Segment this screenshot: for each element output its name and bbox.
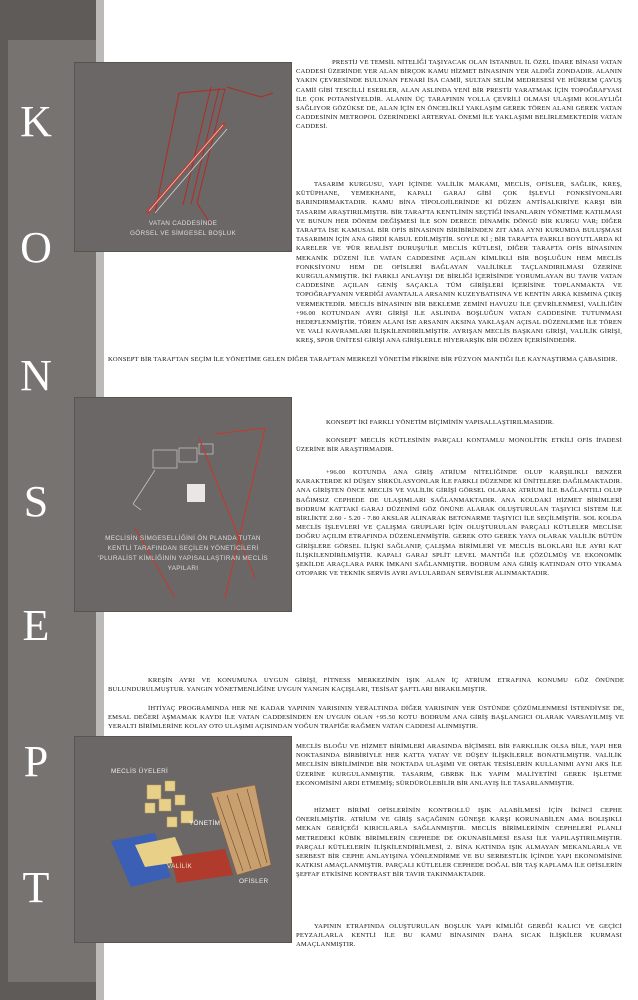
sidebar-letter-e: E xyxy=(22,601,50,650)
sidebar-letter-n: N xyxy=(20,351,52,400)
text-block-7 xyxy=(108,676,624,694)
sidebar-letter-p: P xyxy=(23,737,49,786)
paragraph-8: İHTİYAÇ PROGRAMINDA HER NE KADAR YAPININ YARISININ YERALTINDA DİĞER YARISININ YER ÜSTÜNDE ÇÖZÜMLENMESİ İSTENDİYSE DE, EMSAL DEĞERİ AŞMAMAK KAYDI İLE VATAN CADDESİNDEN EN UYGUN OLAN +95.50 KOTU BODRUM ANA GİRİŞ BAŞLANGICI OLARAK VARSAYILMIŞ VE YERALTI BİRİMLERİNE KOLAY OTO ULAŞIMI AÇISINDAN YOĞUN TRAFİĞE RAĞMEN VATAN CADDESİ ALINMIŞTIR. xyxy=(108,705,624,731)
text-block-3 xyxy=(108,355,624,364)
paragraph-11: YAPININ ETRAFINDA OLUŞTURULAN BOŞLUK YAPI KİMLİĞİ GEREĞİ KALICI VE GEÇİCİ PEYZAJLARLA KENTLİ İLE BU KAMU BİNASININ DAHA SICAK İLİŞKİLER KURMASI AMAÇLANMIŞTIR. xyxy=(296,923,622,949)
paragraph-9: MECLİS BLOĞU VE HİZMET BİRİMLERİ ARASINDA BİÇİMSEL BİR FARKLILIK OLSA BİLE, YAPI HER NOKTASINDA BİRBİRİYLE HER KATTA YATAY VE DÜŞEY İLİŞKİLERLE BONATILMIŞTIR. VALİLİK MECLİSİN BİRİLİMİNDE BİR NOKTADA ULAŞIMI VE ORTAK TESİSLERİN KULLANIMI AYNI AKS İLE ÜZERİNE KURGULANMIŞTIR. TASARIM, GBRBK İLK YAPIM MALİYETİNİ GEREK İŞLETME EKONOMİSİNİ ARDI ETMEMİŞ; SÜRDÜRÜLEBİLİR BİR ANLAYIŞ İLE TASARLANMIŞTIR. xyxy=(296,743,622,787)
paragraph-1: PRESTİJ VE TEMSİL NİTELİĞİ TAŞIYACAK OLAN İSTANBUL İL ÖZEL İDARE BİNASI VATAN CADDESİ ÜZERİNDE YER ALAN BİRÇOK KAMU HİZMET BİNASININ YER ALDIĞI ZONDADIR. ALANIN YAKIN ÇEVRESİNDE BULUNAN FENARİ İSA CAMİİ, SULTAN SELİM MEDRESESİ VE HÜRREM ÇAVUŞ CAMİİ GİBİ TESCİLLİ ESERLER, ALAN ASLINDA YENİ BİR PRESTİJ YARATMAK İÇİN TOPOĞRAFYASI İLE ÇOK POTANSİYELDİR. ALANIN ÜÇ TARAFININ YOLLA ÇEVRİLİ OLMASI ULAŞIMI KOLAYLIĞI SAĞLIYOR GÖZÜKSE DE, ALAN İÇİN EN ÖNCELİKLİ YAKLAŞIM GEREK TÖREN ALANI GEREK VATAN CADDESİNİN METROPOL ÜZERİNDEKİ ARTERYAL ÖNEMİ İLE YAKLAŞIMI BELİRLEMEKTEDİR VATAN CADDESİ. xyxy=(296,59,622,131)
paragraph-10: HİZMET BİRİMİ OFİSLERİNİN KONTROLLÜ IŞIK ALABİLMESİ İÇİN İKİNCİ CEPHE ÖNERİLMİŞTİR. ATRİUM VE GİRİŞ SAÇAĞININ GÜNEŞE KARŞI KORUNABİLEN AMA BOLIŞIKLI MEKAN GERİÇEĞİ KIRICILARLA SAĞLANMIŞTIR. MECLİS BİRİMLERİNİN CEPHELERİ PLANLI METREDEKİ KÜBİK BİRİMLERİN CEPHEDE DE OKUNABİLMESİ ESASI İLE YAPILAŞTIRILMIŞTIR. PARÇALI KÜTLELERİN İLİŞKİLENDİRİLMESİ, 2. BİNA KATINDA IŞIK ALMAYAN MEKANLARLA VE SERBEST BİR CEPHE ANLAYIŞINA YÖNLENDİRME VE BU SERBESTLİK İÇİNDE YAPI EKONOMİSİNE KATKISI AMAÇLANMIŞTIR. PARÇALI KÜTLELER CEPHEDE DOĞAL BİR TAŞ KAPLAMA İLE OFİSLERİN ŞEFFAF ETKİSİNE KONTRAST BİR TAVIR TAKINMAKTADIR. xyxy=(296,807,622,879)
sidebar-letter-o: O xyxy=(20,223,52,272)
paragraph-4: KONSEPT İKİ FARKLI YÖNETİM BİÇİMİNİN YAPISALLAŞTIRILMASIDIR. xyxy=(326,419,555,426)
sidebar-letter-s: S xyxy=(23,477,49,526)
panel-1-caption: VATAN CADDESİNDE GÖRSEL VE SİMGESEL BOŞLUK xyxy=(129,220,237,237)
paragraph-5: KONSEPT MECLİS KÜTLESİNİN PARÇALI KONTAMLU MONOLİTİK ETKİLİ OFİS İFADESİ ÜZERİNE BİR ARAŞTIRMADIR. xyxy=(296,437,622,454)
concept-panel-1 xyxy=(74,62,292,252)
paragraph-6: +96.00 KOTUNDA ANA GİRİŞ ATRİUM NİTELİĞİNDE OLUP KARŞILIKLI BENZER KARAKTERDE Kİ DÜŞEY SİRKÜLASYONLAR İLE FARKLI DÜZENDE Kİ ÜNİTELERE DAĞILMAKTADIR. ANA GİRİŞTEN ÖNCE MECLİS VE VALİLİK GİRİŞİ GÖRSEL OLARAK ATRİUM İLE BAĞLANTILI OLUP BAĞIMSIZ CEPHEDE DE ULAŞIMLARI SAĞLANMAKTADIR. ANA KOLDAKİ HİZMET BİRİMLERİ BODRUM KATTAKİ GARAJ DÜZENİNİ GÖZ ÖNÜNE ALARAK OLUŞTURULAN TAŞIYICI SİSTEM İLE BİRLİKTE 2.60 - 5.20 - 7.80 AKSLAR ALINARAK BETONARME TAŞIYICI İLE SEÇİLMİŞTİR. SOL KOLDA MECLİS İŞLEVLERİ VE ÇALIŞMA GRUPLARI İÇİN OLUŞTURULAN PARÇALI KÜTLELER MECLİSE DOĞRU AÇILIM ETRAFINDA DÜZENLENMİŞTİR. GEREK OTO GEREK YAYA OLARAK VALİLİK BÜTÜN GİRİŞLERE GÖRSEL İLİŞKİ SAĞLANIP, ÇALIŞMA BİRİMLERİ VE MECLİS BLOKLARI İLE AYRI KAT İLİŞKİLENDİRİLMİŞTİR. KAPALI GARAJ SPLİT LEVEL MANTIĞI İLE ÇÖZÜLMÜŞ VE EKONOMİK ŞEKİLDE ARAÇLARA PARK İMKANI SAĞLANMIŞTIR. BODRUM ANA GİRİŞ KATINDAN OTO YIKAMA OTOPARK VE TEKNİK SERVİS AYRI AVLULARDAN SERVİSLER ALINMAKTADIR. xyxy=(296,469,622,578)
panel-2-caption: MECLİSİN SİMGESELLİĞİNİ ÖN PLANDA TUTAN KENTLİ TARAFINDAN SEÇİLEN YÖNETİCİLERİ 'PLURALİST KİMLİĞİNİN YAPISALLAŞTIRAN MECLİS YAPILARI xyxy=(98,535,268,572)
text-block-2a xyxy=(296,180,622,346)
concept-sketch-2 xyxy=(75,398,291,611)
paragraph-7: KREŞİN AYRI VE KONUMUNA UYGUN GİRİŞİ, FİTNESS MERKEZİNİN IŞIK ALAN İÇ ATRİUM ETRAFINA KONUMU GÖZ ÖNÜNDE BULUNDURULMUŞTUR. YANGIN YÖNETMENLİĞİNE UYGUN YANGIN KAÇIŞLARI, TESİSAT ŞAFTLARI BIRAKILMIŞTIR. xyxy=(108,677,624,694)
panel-3-label-meclis: MECLİS ÜYELERİ xyxy=(111,768,169,775)
text-block-11 xyxy=(296,922,622,950)
sidebar-letter-k: K xyxy=(20,97,52,146)
panel-3-label-yonetim: YÖNETİM xyxy=(189,820,221,827)
text-block-5 xyxy=(296,436,622,454)
text-block-4 xyxy=(296,418,622,427)
text-block-8 xyxy=(108,704,624,732)
panel-3-label-ofisler: OFİSLER xyxy=(239,878,269,885)
text-block-6 xyxy=(296,468,622,578)
text-block-1 xyxy=(296,58,622,132)
text-block-10 xyxy=(296,806,622,880)
concept-panel-2 xyxy=(74,397,292,612)
paragraph-3: KONSEPT BİR TARAFTAN SEÇİM İLE YÖNETİME GELEN DİĞER TARAFTAN MERKEZİ YÖNETİM FİKRİNE BİR FÜZYON MANTIĞI İLE KAYNAŞTIRMA ÇABASIDIR. xyxy=(108,356,618,363)
paragraph-2: TASARIM KURGUSU, YAPI İÇİNDE VALİLİK MAKAMI, MECLİS, OFİSLER, SAĞLIK, KREŞ, KÜTÜPHANE, YEMEKHANE, KAPALI GARAJ GİBİ ÇOK İŞLEVLİ FONKSİYONLARI BARINDIRMAKTADIR. KAMU BİNA TİPOLOJİLERİNDE Kİ DÜZEN ANTİSALKIRİYE KARŞI BİR TASARIM ARAŞTIRILMIŞTIR. BİR TARAFTA KENTLİNİN SEÇTİĞİ İNSANLARIN YÖNETİME KATILMASI VE BUNUN HER DÖNEM DEĞİŞMESİ İLE SON DERECE DİNAMİK DÖNGÜ BİR KURGU VAR; DİĞER TARAFTA İSE KAMUSAL BİR OFİS BİNASININ BİRİBİRİNDEN ZIT AMA AYNI KURUMDA BULUŞMASI TASARIMIN İÇİN ANA GİRDİ KABUL EDİLMİŞTİR. SOYLE Kİ ; BİR TARAFTA FARKLI BOYUTLARDA Kİ KARELER VE 'PÜR REALİST DURUŞU'İLE MECLİS KÜTLESİ, DİĞER TARAFTA OFİS BİNASININ MEKANİK DÜZENİ İLE VATAN CADDESİNE AÇILAN KİMLİKLİ BİR BOŞLUĞUN HEM MECLİS FONKSİYONU HEM DE OFİSLERİ BAĞLAYAN VALİLİKLE TAÇLANDIRILMASI ÜZERİNE KURGULANMIŞTIR. İKİ FARKLI ANLAYIŞI DE BİRLİĞİ İÇERİSİNDE YORUMLAYAN BU TAVIR VATAN CADDESİNE AÇILAN GENİŞ SAÇAKLA TÜM GİRİŞLERİ İÇERİSİNE TOPLANMAKTA VE TOPOĞRAFYANIN VERDİĞİ AVANTAJLA ARSANIN KUZEYBATISINA VE KENTİN ARKA KISMINA ÇIKIŞ VERMEKTEDİR. MECLİS BİNASININ BİR BEKLEME ZEMİNİ HAVUZU İLE ÇEVRİLENMESİ, VALİLİĞİN +96.00 KOTUNDAN AYRI GİRİŞİ İLE ASLINDA BOŞLUĞUN VATAN CADDESİNE TUTUNMASI HEDEFLENMİŞTİR. TÖREN ALANI İSE ARSANIN AKSINA YAKLAŞAN AÇISAL DÜZENLEME İLE TÖREN VE VALİ KAVRAMLARI İLİŞKİLENDİRİLMİŞTİR. AYRIŞAN MECLİS BAŞKANI GİRİŞİ, VALİLİK GİRİŞİ, KREŞ, SPOR ÜNİTESİ GİRİŞİ ANA GİRİŞLERLE HİYERARŞİK BİR DÜZEN İÇERİSİNDEDİR. xyxy=(296,181,622,345)
concept-panel-3 xyxy=(74,736,292,943)
text-block-9 xyxy=(296,742,622,788)
sidebar-letter-t: T xyxy=(22,863,50,912)
panel-3-label-valilik: VALİLİK xyxy=(167,863,193,870)
